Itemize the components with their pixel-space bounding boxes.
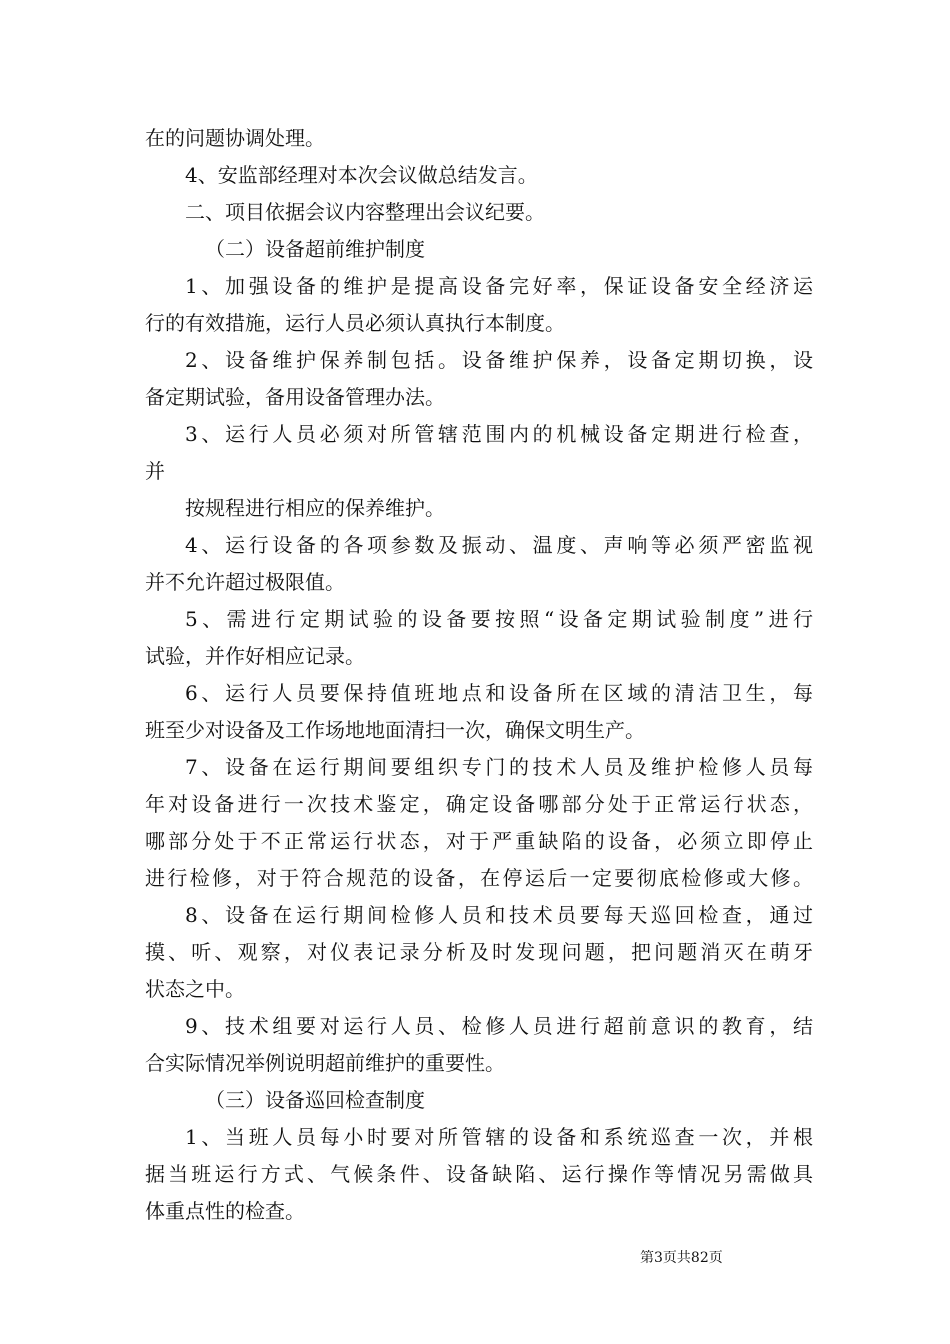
text-line: 4、安监部经理对本次会议做总结发言。 bbox=[185, 163, 538, 187]
text-line: 8、设备在运行期间检修人员和技术员要每天巡回检查，通过 bbox=[185, 903, 813, 927]
text-line: 哪部分处于不正常运行状态，对于严重缺陷的设备，必须立即停止 bbox=[145, 829, 813, 853]
section-heading: （三）设备巡回检查制度 bbox=[205, 1088, 425, 1112]
text-line: 4、运行设备的各项参数及振动、温度、声响等必须严密监视 bbox=[185, 533, 813, 557]
section-heading: （二）设备超前维护制度 bbox=[205, 237, 425, 261]
text-line: 体重点性的检查。 bbox=[145, 1199, 305, 1223]
text-line: 并不允许超过极限值。 bbox=[145, 570, 345, 594]
text-line: 进行检修，对于符合规范的设备，在停运后一定要彻底检修或大修。 bbox=[145, 866, 813, 890]
text-line: 备定期试验，备用设备管理办法。 bbox=[145, 385, 445, 409]
text-line: 合实际情况举例说明超前维护的重要性。 bbox=[145, 1051, 505, 1075]
text-line: 班至少对设备及工作场地地面清扫一次，确保文明生产。 bbox=[145, 718, 645, 742]
text-line: 5、需进行定期试验的设备要按照“设备定期试验制度”进行 bbox=[185, 607, 813, 631]
text-line: 年对设备进行一次技术鉴定，确定设备哪部分处于正常运行状态， bbox=[145, 792, 813, 816]
text-line: 6、运行人员要保持值班地点和设备所在区域的清洁卫生，每 bbox=[185, 681, 813, 705]
text-line: 1、当班人员每小时要对所管辖的设备和系统巡查一次，并根 bbox=[185, 1125, 813, 1149]
text-line: 二、项目依据会议内容整理出会议纪要。 bbox=[185, 200, 545, 224]
text-line: 在的问题协调处理。 bbox=[145, 126, 325, 150]
text-line: 9、技术组要对运行人员、检修人员进行超前意识的教育，结 bbox=[185, 1014, 813, 1038]
text-line: 行的有效措施，运行人员必须认真执行本制度。 bbox=[145, 311, 565, 335]
text-line: 3、运行人员必须对所管辖范围内的机械设备定期进行检查， bbox=[185, 422, 813, 446]
text-line: 按规程进行相应的保养维护。 bbox=[185, 496, 445, 520]
text-line: 试验，并作好相应记录。 bbox=[145, 644, 365, 668]
text-line: 并 bbox=[145, 459, 165, 483]
text-line: 摸、听、观察，对仪表记录分析及时发现问题，把问题消灭在萌牙 bbox=[145, 940, 813, 964]
page-number-footer: 第3页共82页 bbox=[640, 1250, 723, 1266]
text-line: 2、设备维护保养制包括。设备维护保养，设备定期切换，设 bbox=[185, 348, 813, 372]
text-line: 7、设备在运行期间要组织专门的技术人员及维护检修人员每 bbox=[185, 755, 813, 779]
text-line: 状态之中。 bbox=[145, 977, 245, 1001]
text-line: 1、加强设备的维护是提高设备完好率，保证设备安全经济运 bbox=[185, 274, 813, 298]
document-body bbox=[145, 120, 813, 1230]
text-line: 据当班运行方式、气候条件、设备缺陷、运行操作等情况另需做具 bbox=[145, 1162, 813, 1186]
